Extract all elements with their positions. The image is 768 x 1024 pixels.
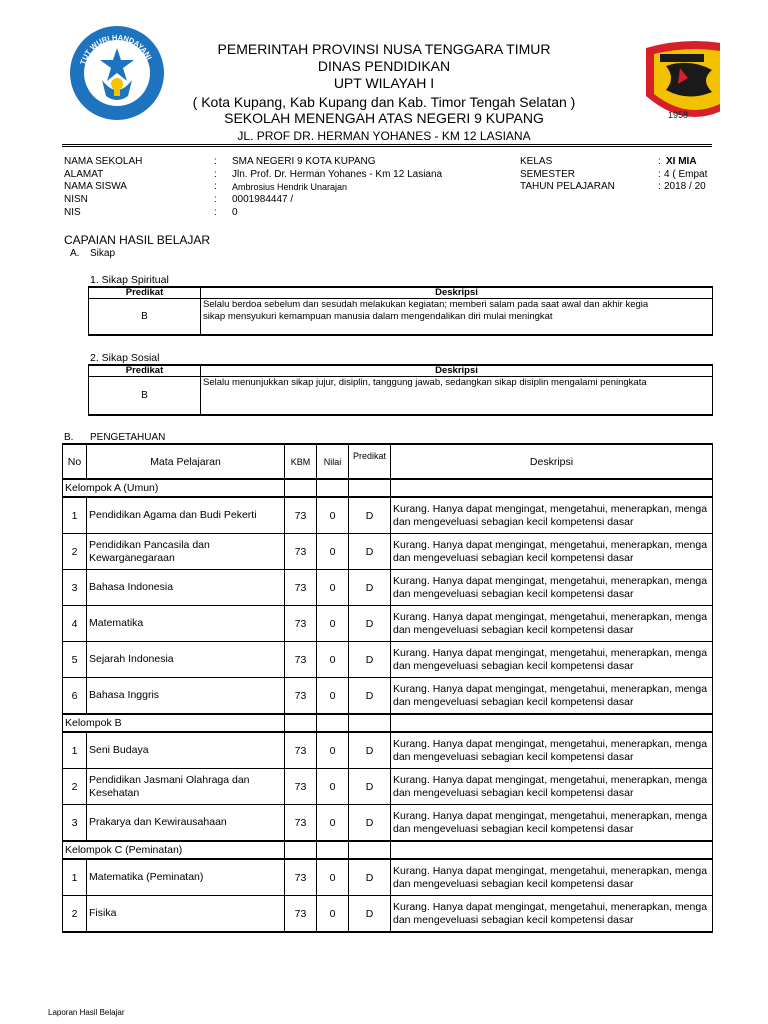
label-nama-sekolah: NAMA SEKOLAH xyxy=(64,156,143,167)
table-row xyxy=(63,642,713,678)
deskripsi-line1: Kurang. Hanya dapat mengingat, mengetahui, menerapkan, menga xyxy=(393,809,708,822)
deskripsi-line2: dan mengeveluasi sebagian kecil kompetensi dasar xyxy=(393,822,634,835)
col-predikat: Predikat xyxy=(89,365,201,377)
header-region: ( Kota Kupang, Kab Kupang dan Kab. Timor Tengah Selatan ) xyxy=(192,94,576,110)
svg-text:1958: 1958 xyxy=(668,110,689,120)
subject-predikat: D xyxy=(349,896,391,933)
subject-deskripsi xyxy=(391,896,713,933)
table-row xyxy=(63,859,713,896)
spiritual-title: 1. Sikap Spiritual xyxy=(90,274,169,286)
subject-predikat: D xyxy=(349,606,391,642)
subject-name: Bahasa Indonesia xyxy=(87,570,285,606)
group-c-label: Kelompok C (Peminatan) xyxy=(63,841,285,859)
subject-deskripsi xyxy=(391,805,713,842)
subject-predikat: D xyxy=(349,805,391,842)
subject-no: 3 xyxy=(63,570,87,606)
subject-name: Bahasa Inggris xyxy=(87,678,285,715)
subject-predikat: D xyxy=(349,570,391,606)
deskripsi-line2: dan mengeveluasi sebagian kecil kompetensi dasar xyxy=(393,877,634,890)
deskripsi-line1: Kurang. Hanya dapat mengingat, mengetahui, menerapkan, menga xyxy=(393,610,708,623)
deskripsi-line1: Kurang. Hanya dapat mengingat, mengetahui, menerapkan, menga xyxy=(393,538,708,551)
sosial-desc-line1: Selalu menunjukkan sikap jujur, disiplin, tanggung jawab, sedangkan sikap disiplin mengalami peningkata xyxy=(203,377,647,388)
header-mapel: Mata Pelajaran xyxy=(87,444,285,479)
table-row xyxy=(63,497,713,534)
deskripsi-line2: dan mengeveluasi sebagian kecil kompetensi dasar xyxy=(393,587,634,600)
group-row xyxy=(63,841,713,859)
label-nisn: NISN xyxy=(64,194,88,205)
deskripsi-line1: Kurang. Hanya dapat mengingat, mengetahui, menerapkan, menga xyxy=(393,864,708,877)
deskripsi-line1: Kurang. Hanya dapat mengingat, mengetahui, menerapkan, menga xyxy=(393,773,708,786)
subject-predikat: D xyxy=(349,534,391,570)
subject-nilai: 0 xyxy=(317,497,349,534)
subject-kbm: 73 xyxy=(285,570,317,606)
sosial-predikat: B xyxy=(89,377,201,415)
deskripsi-line1: Kurang. Hanya dapat mengingat, mengetahui, menerapkan, menga xyxy=(393,900,708,913)
deskripsi-line1: Kurang. Hanya dapat mengingat, mengetahui, menerapkan, menga xyxy=(393,574,708,587)
deskripsi-line2: dan mengeveluasi sebagian kecil kompetensi dasar xyxy=(393,659,634,672)
header-department: DINAS PENDIDIKAN xyxy=(317,58,451,74)
subject-deskripsi xyxy=(391,732,713,769)
table-header-row xyxy=(63,444,713,479)
subject-no: 2 xyxy=(63,769,87,805)
subject-no: 3 xyxy=(63,805,87,842)
subject-no: 5 xyxy=(63,642,87,678)
subject-no: 2 xyxy=(63,896,87,933)
subject-no: 1 xyxy=(63,497,87,534)
deskripsi-line2: dan mengeveluasi sebagian kecil kompetensi dasar xyxy=(393,623,634,636)
subject-deskripsi xyxy=(391,570,713,606)
subject-nilai: 0 xyxy=(317,732,349,769)
header-deskripsi: Deskripsi xyxy=(391,444,713,479)
value-nis: 0 xyxy=(232,207,238,218)
subject-nilai: 0 xyxy=(317,534,349,570)
separator: : xyxy=(214,194,217,205)
group-a-rows xyxy=(63,497,713,714)
separator: : xyxy=(214,181,217,192)
col-predikat: Predikat xyxy=(89,287,201,299)
separator: : xyxy=(214,169,217,180)
subject-kbm: 73 xyxy=(285,678,317,715)
section-a-title: Sikap xyxy=(90,248,116,259)
subject-nilai: 0 xyxy=(317,805,349,842)
deskripsi-line2: dan mengeveluasi sebagian kecil kompetensi dasar xyxy=(393,515,634,528)
subject-no: 4 xyxy=(63,606,87,642)
deskripsi-line2: dan mengeveluasi sebagian kecil kompetensi dasar xyxy=(393,750,634,763)
deskripsi-line1: Kurang. Hanya dapat mengingat, mengetahui, menerapkan, menga xyxy=(393,737,708,750)
spiritual-table xyxy=(88,286,713,336)
spiritual-deskripsi xyxy=(201,299,713,335)
subject-deskripsi xyxy=(391,497,713,534)
subject-no: 1 xyxy=(63,859,87,896)
subject-predikat: D xyxy=(349,678,391,715)
capaian-title: CAPAIAN HASIL BELAJAR xyxy=(64,233,211,247)
group-row xyxy=(63,714,713,732)
subject-name: Pendidikan Agama dan Budi Pekerti xyxy=(87,497,285,534)
label-nis: NIS xyxy=(64,207,81,218)
subject-name: Sejarah Indonesia xyxy=(87,642,285,678)
subject-nilai: 0 xyxy=(317,859,349,896)
sosial-table xyxy=(88,364,713,416)
deskripsi-line2: dan mengeveluasi sebagian kecil kompetensi dasar xyxy=(393,913,634,926)
subject-name: Prakarya dan Kewirausahaan xyxy=(87,805,285,842)
col-deskripsi: Deskripsi xyxy=(201,287,713,299)
header-predikat: Predikat xyxy=(349,444,391,479)
value-tahun-pelajaran: 2018 / 20 xyxy=(664,181,706,192)
group-b-label: Kelompok B xyxy=(63,714,285,732)
subject-nilai: 0 xyxy=(317,896,349,933)
header-no: No xyxy=(63,444,87,479)
separator: : xyxy=(214,207,217,218)
svg-text:TUT WURI HANDAYANI: TUT WURI HANDAYANI xyxy=(78,32,154,66)
header-address: JL. PROF DR. HERMAN YOHANES - KM 12 LASIANA xyxy=(237,129,531,143)
spiritual-desc-line1: Selalu berdoa sebelum dan sesudah melakukan kegiatan; memberi salam pada saat awal dan akhir kegia xyxy=(203,299,649,310)
table-row xyxy=(63,570,713,606)
col-deskripsi: Deskripsi xyxy=(201,365,713,377)
subject-kbm: 73 xyxy=(285,859,317,896)
header-school: SEKOLAH MENENGAH ATAS NEGERI 9 KUPANG xyxy=(224,110,544,126)
deskripsi-line1: Kurang. Hanya dapat mengingat, mengetahui, menerapkan, menga xyxy=(393,646,708,659)
label-kelas: KELAS xyxy=(520,156,553,167)
subject-name: Matematika xyxy=(87,606,285,642)
subject-nilai: 0 xyxy=(317,642,349,678)
group-c-rows xyxy=(63,859,713,932)
table-row xyxy=(63,606,713,642)
footer-label: Laporan Hasil Belajar xyxy=(48,1008,125,1017)
subject-kbm: 73 xyxy=(285,732,317,769)
subject-deskripsi xyxy=(391,642,713,678)
deskripsi-line2: dan mengeveluasi sebagian kecil kompetensi dasar xyxy=(393,786,634,799)
subject-no: 2 xyxy=(63,534,87,570)
subject-deskripsi xyxy=(391,859,713,896)
subject-nilai: 0 xyxy=(317,769,349,805)
table-row xyxy=(63,896,713,933)
subject-deskripsi xyxy=(391,678,713,715)
value-kelas: XI MIA xyxy=(666,156,697,167)
deskripsi-line2: dan mengeveluasi sebagian kecil kompetensi dasar xyxy=(393,695,634,708)
label-semester: SEMESTER xyxy=(520,169,576,180)
table-row xyxy=(63,769,713,805)
subject-deskripsi xyxy=(391,606,713,642)
sosial-title: 2. Sikap Sosial xyxy=(90,352,160,364)
subject-predikat: D xyxy=(349,497,391,534)
subject-name: Pendidikan Pancasila dan Kewarganegaraan xyxy=(87,534,285,570)
header-divider-2 xyxy=(62,146,712,147)
value-nama-sekolah: SMA NEGERI 9 KOTA KUPANG xyxy=(232,156,376,167)
subject-deskripsi xyxy=(391,769,713,805)
label-nama-siswa: NAMA SISWA xyxy=(64,181,127,192)
value-alamat: Jln. Prof. Dr. Herman Yohanes - Km 12 Lasiana xyxy=(232,169,443,180)
separator: : xyxy=(658,181,661,192)
header-province: PEMERINTAH PROVINSI NUSA TENGGARA TIMUR xyxy=(217,41,551,57)
header-kbm: KBM xyxy=(285,444,317,479)
table-row xyxy=(63,534,713,570)
group-a-label: Kelompok A (Umun) xyxy=(63,479,285,497)
spiritual-desc-line2: sikap mensyukuri kemampuan manusia dalam mengendalikan diri mulai meningkat xyxy=(203,311,553,322)
subject-name: Pendidikan Jasmani Olahraga dan Kesehatan xyxy=(87,769,285,805)
subject-kbm: 73 xyxy=(285,896,317,933)
section-b-letter: B. xyxy=(64,432,74,443)
subject-kbm: 73 xyxy=(285,769,317,805)
spiritual-predikat: B xyxy=(89,299,201,335)
subject-name: Matematika (Peminatan) xyxy=(87,859,285,896)
subject-predikat: D xyxy=(349,769,391,805)
deskripsi-line2: dan mengeveluasi sebagian kecil kompetensi dasar xyxy=(393,551,634,564)
label-tahun-pelajaran: TAHUN PELAJARAN xyxy=(520,181,615,192)
separator: : xyxy=(658,169,661,180)
subject-no: 6 xyxy=(63,678,87,715)
header-nilai: Nilai xyxy=(317,444,349,479)
subject-kbm: 73 xyxy=(285,805,317,842)
value-semester: 4 ( Empat xyxy=(664,169,708,180)
table-row xyxy=(63,678,713,715)
deskripsi-line1: Kurang. Hanya dapat mengingat, mengetahui, menerapkan, menga xyxy=(393,682,708,695)
label-alamat: ALAMAT xyxy=(64,169,104,180)
subject-no: 1 xyxy=(63,732,87,769)
subject-deskripsi xyxy=(391,534,713,570)
separator: : xyxy=(214,156,217,167)
subject-nilai: 0 xyxy=(317,606,349,642)
subject-predikat: D xyxy=(349,732,391,769)
subject-nilai: 0 xyxy=(317,678,349,715)
table-row xyxy=(63,732,713,769)
value-nisn: 0001984447 / xyxy=(232,194,294,205)
value-nama-siswa: Ambrosius Hendrik Unarajan xyxy=(232,182,348,192)
subject-name: Seni Budaya xyxy=(87,732,285,769)
subject-nilai: 0 xyxy=(317,570,349,606)
subject-predikat: D xyxy=(349,859,391,896)
subject-kbm: 73 xyxy=(285,642,317,678)
section-a-letter: A. xyxy=(70,248,80,259)
group-row xyxy=(63,479,713,497)
deskripsi-line1: Kurang. Hanya dapat mengingat, mengetahui, menerapkan, menga xyxy=(393,502,708,515)
subject-kbm: 73 xyxy=(285,497,317,534)
header-upt: UPT WILAYAH I xyxy=(333,75,435,91)
header-divider xyxy=(62,144,712,145)
subject-name: Fisika xyxy=(87,896,285,933)
sosial-deskripsi xyxy=(201,377,713,415)
section-b-title: PENGETAHUAN xyxy=(90,432,166,443)
pengetahuan-table xyxy=(62,443,713,933)
subject-predikat: D xyxy=(349,642,391,678)
subject-kbm: 73 xyxy=(285,534,317,570)
table-row xyxy=(63,805,713,842)
separator: : xyxy=(658,156,661,167)
subject-kbm: 73 xyxy=(285,606,317,642)
group-b-rows xyxy=(63,732,713,841)
